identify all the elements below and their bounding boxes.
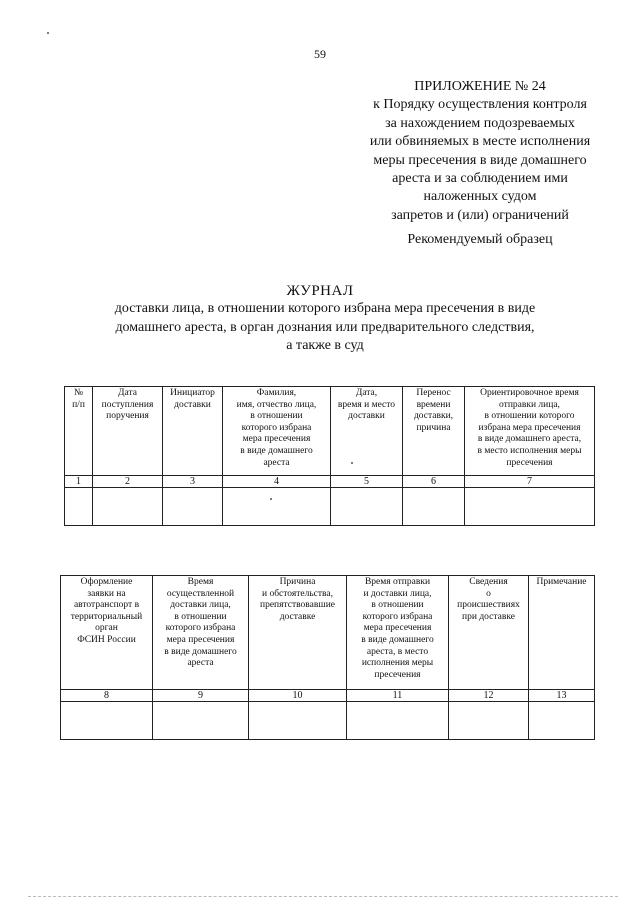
page-number: 59 xyxy=(314,47,326,61)
header-text-line: происшествиях xyxy=(457,600,520,611)
header-text-line: в виде домашнего xyxy=(361,634,434,645)
table2-header-cell xyxy=(153,576,249,690)
table1-col-number: 1 xyxy=(65,476,93,488)
header-text-line: и обстоятельства, xyxy=(262,588,333,599)
header-text-line: ареста xyxy=(263,457,290,468)
journal-table-part-1 xyxy=(64,386,595,526)
table2-header-cell xyxy=(347,576,449,690)
header-text-line: Примечание xyxy=(536,577,587,587)
header-text-line: в виде домашнего xyxy=(164,646,237,657)
table2-col-number: 11 xyxy=(347,690,449,702)
table1-empty-cell xyxy=(403,488,465,526)
header-text-line: в отношении xyxy=(174,611,227,622)
header-text-line: избрана мера пресечения xyxy=(478,422,581,433)
header-text-line: доставке xyxy=(279,611,316,622)
table1-header-cell xyxy=(163,387,223,476)
table2-header-cell xyxy=(529,576,595,690)
table2-empty-cell xyxy=(61,702,153,740)
header-text-line: Сведения xyxy=(469,577,508,587)
table1-header-cell xyxy=(223,387,331,476)
table2-empty-cell xyxy=(249,702,347,740)
appendix-title: ПРИЛОЖЕНИЕ № 24 xyxy=(414,79,546,94)
header-text-line: ареста xyxy=(187,658,214,669)
header-text-line: Причина xyxy=(279,577,316,587)
header-text-line: доставки, xyxy=(413,411,454,422)
journal-table-part-2 xyxy=(60,575,595,740)
subtitle-line: доставки лица, в отношении которого избрана мера пресечения в виде xyxy=(114,301,536,316)
table2-col-number: 8 xyxy=(61,690,153,702)
table2-empty-cell xyxy=(153,702,249,740)
header-text-line: в отношении xyxy=(371,600,424,611)
subtitle-line: а также в суд xyxy=(286,338,364,353)
table1-col-number: 4 xyxy=(223,476,331,488)
subtitle-line: домашнего ареста, в орган дознания или предварительного следствия, xyxy=(115,319,535,335)
scan-speck xyxy=(47,32,49,34)
journal-title: ЖУРНАЛ xyxy=(286,283,354,299)
header-text-line: доставки xyxy=(348,411,385,422)
header-text-line: ареста, в место xyxy=(366,646,429,657)
scan-edge-line xyxy=(28,896,618,898)
header-text-line: имя, отчество лица, xyxy=(236,399,317,410)
header-text-line: Фамилия, xyxy=(256,388,297,398)
appendix-line: запретов и (или) ограничений xyxy=(391,207,569,223)
header-text-line: мера пресечения xyxy=(242,434,311,445)
header-text-line: исполнения меры xyxy=(361,658,434,669)
table2-col-number: 13 xyxy=(529,690,595,702)
table2-empty-cell xyxy=(449,702,529,740)
header-text-line: которого избрана xyxy=(241,422,312,433)
header-text-line: поручения xyxy=(106,411,149,422)
header-text-line: п/п xyxy=(72,399,85,410)
header-text-line: в отношении xyxy=(250,411,303,422)
header-text-line: пресечения xyxy=(506,457,553,468)
table1-col-number: 6 xyxy=(403,476,465,488)
table2-header-cell xyxy=(61,576,153,690)
header-text-line: в отношении которого xyxy=(484,411,575,422)
header-text-line: № xyxy=(73,388,84,398)
table1-header-row xyxy=(65,387,595,476)
table2-empty-row xyxy=(61,702,595,740)
sample-label: Рекомендуемый образец xyxy=(407,232,553,247)
header-text-line: пресечения xyxy=(374,669,421,680)
header-text-line: осуществленной xyxy=(166,588,235,599)
table1-col-number: 3 xyxy=(163,476,223,488)
header-text-line: Перенос xyxy=(416,388,451,398)
header-text-line: поступления xyxy=(101,399,154,410)
header-text-line: Инициатор xyxy=(170,388,215,398)
header-text-line: которого избрана xyxy=(165,623,236,634)
header-text-line: доставки лица, xyxy=(170,600,231,611)
table2-col-number: 12 xyxy=(449,690,529,702)
header-text-line: заявки на xyxy=(87,588,126,599)
table1-empty-cell xyxy=(331,488,403,526)
table1-empty-cell xyxy=(223,488,331,526)
table2-empty-cell xyxy=(529,702,595,740)
header-text-line: мера пресечения xyxy=(166,634,235,645)
table2-header-cell xyxy=(449,576,529,690)
table2-number-row xyxy=(61,690,595,702)
header-text-line: орган xyxy=(95,623,118,634)
table1-empty-cell xyxy=(65,488,93,526)
table1-empty-cell xyxy=(465,488,595,526)
appendix-line: наложенных судом xyxy=(423,189,537,205)
appendix-line: к Порядку осуществления контроля xyxy=(373,97,587,113)
header-text-line: в виде домашнего ареста, xyxy=(477,434,582,445)
header-text-line: автотранспорт в xyxy=(73,600,140,611)
table2-header-row xyxy=(61,576,595,690)
header-text-line: Время отправки xyxy=(364,577,431,587)
header-text-line: и доставки лица, xyxy=(363,588,432,599)
table1-empty-row xyxy=(65,488,595,526)
header-text-line: Время xyxy=(187,577,214,587)
table1-col-number: 7 xyxy=(465,476,595,488)
table1-empty-cell xyxy=(163,488,223,526)
header-text-line: отправки лица, xyxy=(499,399,560,410)
table1-header-cell xyxy=(65,387,93,476)
table1-number-row xyxy=(65,476,595,488)
header-text-line: мера пресечения xyxy=(363,623,432,634)
table2-col-number: 10 xyxy=(249,690,347,702)
header-text-line: времени xyxy=(416,399,451,410)
table1-header-cell xyxy=(403,387,465,476)
header-text-line: о xyxy=(486,588,491,599)
table1-empty-cell xyxy=(93,488,163,526)
header-text-line: территориальный xyxy=(70,611,143,622)
appendix-block xyxy=(355,78,605,225)
header-text-line: при доставке xyxy=(462,611,515,622)
table2-empty-cell xyxy=(347,702,449,740)
header-text-line: Ориентировочное время xyxy=(480,388,579,398)
header-text-line: время и место xyxy=(337,399,396,410)
table2-header-cell xyxy=(249,576,347,690)
scan-speck xyxy=(270,498,272,500)
header-text-line: причина xyxy=(416,422,451,433)
appendix-line: ареста и за соблюдением ими xyxy=(392,171,568,187)
header-text-line: доставки xyxy=(174,399,211,410)
appendix-line: меры пресечения в виде домашнего xyxy=(373,152,587,168)
table1-col-number: 5 xyxy=(331,476,403,488)
header-text-line: в место исполнения меры xyxy=(477,445,582,456)
header-text-line: Дата xyxy=(118,388,137,398)
journal-subtitle xyxy=(60,300,590,356)
header-text-line: ФСИН России xyxy=(77,634,136,645)
table1-header-cell xyxy=(331,387,403,476)
table2-col-number: 9 xyxy=(153,690,249,702)
header-text-line: которого избрана xyxy=(362,611,433,622)
table1-col-number: 2 xyxy=(93,476,163,488)
scan-speck xyxy=(351,462,353,464)
appendix-line: за нахождением подозреваемых xyxy=(385,115,575,131)
header-text-line: в виде домашнего xyxy=(240,445,313,456)
header-text-line: препятствовавшие xyxy=(260,600,335,611)
table1-header-cell xyxy=(93,387,163,476)
appendix-line: или обвиняемых в месте исполнения xyxy=(369,134,591,150)
table1-header-cell xyxy=(465,387,595,476)
header-text-line: Дата, xyxy=(355,388,378,398)
header-text-line: Оформление xyxy=(80,577,133,587)
